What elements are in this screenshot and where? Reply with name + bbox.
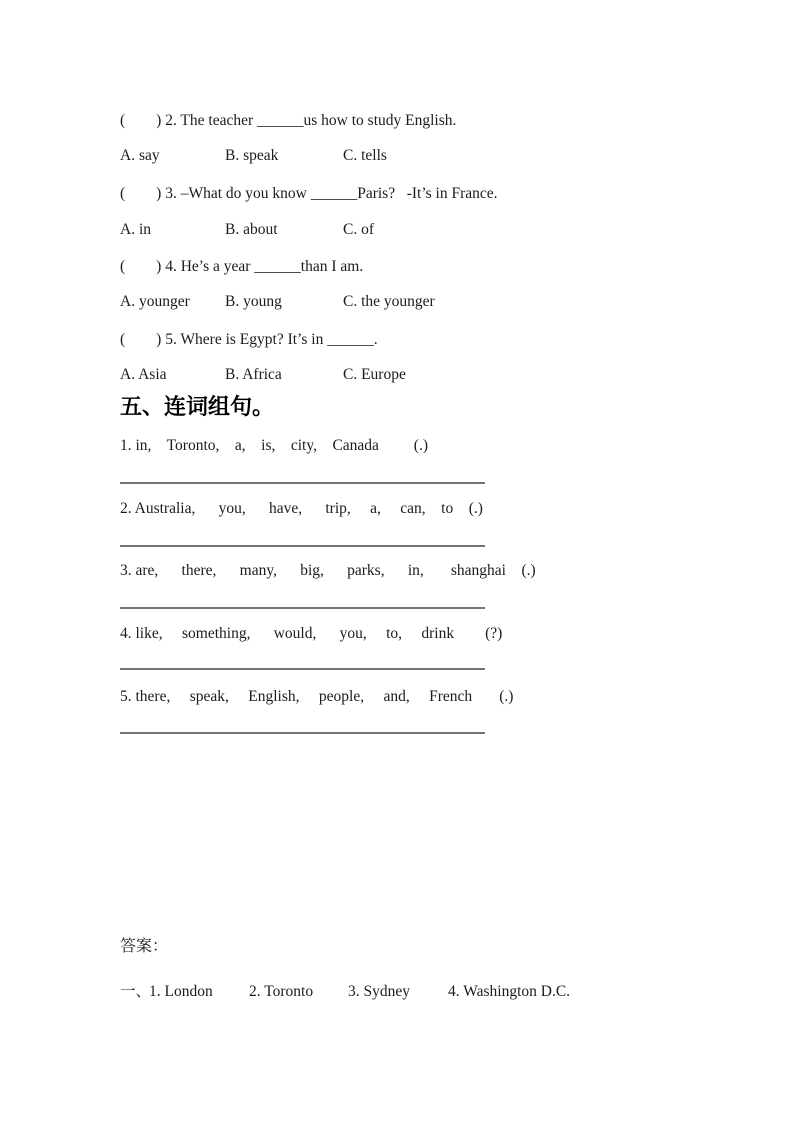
answer-key-label: 答案： xyxy=(120,938,169,955)
unscramble-sentence-2: 2. Australia, you, have, trip, a, can, to (.) xyxy=(120,500,483,517)
unscramble-sentence-5: 5. there, speak, English, people, and, French (.) xyxy=(120,688,514,705)
answer-key-item-4: 4. Washington D.C. xyxy=(448,983,571,1000)
mc-question-2-stem: ( ) 2. The teacher ______us how to study English. xyxy=(120,112,457,129)
unscramble-sentence-3: 3. are, there, many, big, parks, in, shanghai (.) xyxy=(120,562,536,579)
mc-question-2-option-a: A. say xyxy=(120,147,160,164)
mc-question-3-option-c: C. of xyxy=(343,221,374,238)
mc-question-4-stem: ( ) 4. He’s a year ______than I am. xyxy=(120,258,364,275)
mc-question-2-options xyxy=(120,146,387,166)
mc-question-3-stem: ( ) 3. –What do you know ______Paris? -It’s in France. xyxy=(120,185,498,202)
mc-question-3-option-b: B. about xyxy=(225,221,278,238)
answer-key-item-2: 2. Toronto xyxy=(249,983,314,1000)
unscramble-sentence-1: 1. in, Toronto, a, is, city, Canada (.) xyxy=(120,437,429,454)
mc-question-5-options xyxy=(120,365,406,385)
mc-question-3-options xyxy=(120,220,374,240)
answer-blank-line-2 xyxy=(120,545,485,547)
section-five-heading: 五、连词组句。 xyxy=(120,394,275,419)
answer-key-row-one xyxy=(120,982,570,1002)
mc-question-4-option-c: C. the younger xyxy=(343,293,435,310)
mc-question-4-option-a: A. younger xyxy=(120,293,190,310)
answer-key-item-1: 1. London xyxy=(149,983,213,1000)
answer-blank-line-1 xyxy=(120,482,485,484)
mc-question-4-options xyxy=(120,292,435,312)
unscramble-sentence-4: 4. like, something, would, you, to, drink (?) xyxy=(120,625,503,642)
answer-key-section-number: 一、 xyxy=(120,983,152,1000)
mc-question-2-option-c: C. tells xyxy=(343,147,387,164)
mc-question-5-option-c: C. Europe xyxy=(343,366,406,383)
mc-question-5-option-a: A. Asia xyxy=(120,366,167,383)
answer-blank-line-3 xyxy=(120,607,485,609)
mc-question-5-stem: ( ) 5. Where is Egypt? It’s in ______. xyxy=(120,331,378,348)
answer-blank-line-4 xyxy=(120,668,485,670)
answer-blank-line-5 xyxy=(120,732,485,734)
mc-question-4-option-b: B. young xyxy=(225,293,282,310)
mc-question-2-option-b: B. speak xyxy=(225,147,279,164)
mc-question-3-option-a: A. in xyxy=(120,221,151,238)
mc-question-5-option-b: B. Africa xyxy=(225,366,282,383)
answer-key-item-3: 3. Sydney xyxy=(348,983,410,1000)
